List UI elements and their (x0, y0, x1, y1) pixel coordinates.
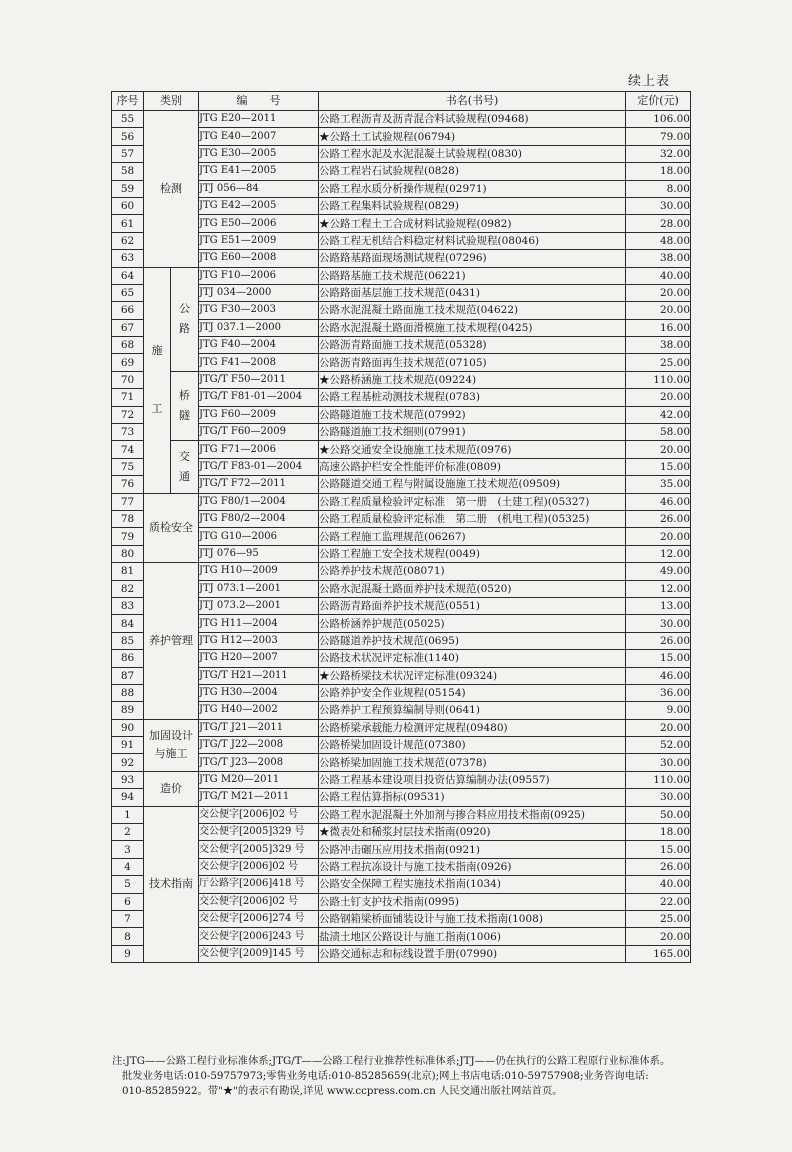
row-number: 80 (112, 545, 144, 562)
book-title: 公路工程无机结合料稳定材料试验规程(08046) (319, 232, 626, 249)
table-row (112, 876, 691, 893)
book-price: 20.00 (626, 284, 691, 301)
book-price: 16.00 (626, 319, 691, 336)
book-price: 12.00 (626, 545, 691, 562)
standard-code: JTG F10—2006 (199, 267, 319, 284)
book-title: ★公路桥涵施工技术规范(09224) (319, 371, 626, 388)
book-title: 公路桥梁加固设计规范(07380) (319, 737, 626, 754)
category-jiagu (144, 719, 199, 771)
book-title: 公路桥梁承载能力检测评定规程(09480) (319, 719, 626, 736)
book-price: 26.00 (626, 632, 691, 649)
standard-code: JTJ 034—2000 (199, 284, 319, 301)
table-row (112, 510, 691, 527)
category-jiagu-label: 加固设计与施工 (149, 729, 193, 761)
book-title: 公路隧道养护技术规范(0695) (319, 632, 626, 649)
category-zhijian (144, 493, 199, 563)
book-title: 公路路面基层施工技术规范(0431) (319, 284, 626, 301)
row-number: 8 (112, 928, 144, 945)
book-title: 公路隧道施工技术细则(07991) (319, 424, 626, 441)
row-number: 72 (112, 406, 144, 423)
row-number: 91 (112, 737, 144, 754)
row-number: 79 (112, 528, 144, 545)
row-number: 71 (112, 389, 144, 406)
table-row (112, 128, 691, 145)
category-zaojia (144, 771, 199, 806)
standard-code: JTG/T F81-01—2004 (199, 389, 319, 406)
table-row (112, 284, 691, 301)
book-price: 12.00 (626, 580, 691, 597)
table-row (112, 824, 691, 841)
header-code: 编 号 (199, 92, 319, 111)
table-row (112, 719, 691, 736)
table-row (112, 928, 691, 945)
table-row (112, 354, 691, 371)
standard-code: JTG/T F72—2011 (199, 476, 319, 493)
book-title: 公路沥青路面再生技术规范(07105) (319, 354, 626, 371)
standard-code: JTG/T F83-01—2004 (199, 458, 319, 475)
category-zaojia-label: 造价 (160, 781, 182, 795)
table-row (112, 250, 691, 267)
standard-code: JTG E60—2008 (199, 250, 319, 267)
row-number: 9 (112, 945, 144, 962)
row-number: 82 (112, 580, 144, 597)
footnote-line: 注:JTG——公路工程行业标准体系;JTG/T——公路工程行业推荐性标准体系;JTJ——仍在执行的公路工程原行业标准体系。 (112, 1055, 671, 1067)
row-number: 76 (112, 476, 144, 493)
book-price: 165.00 (626, 945, 691, 962)
standard-code: JTJ 076—95 (199, 545, 319, 562)
row-number: 86 (112, 650, 144, 667)
book-price: 18.00 (626, 824, 691, 841)
standard-code: 厅公路字[2006]418 号 (199, 876, 319, 893)
book-title: 公路工程抗冻设计与施工技术指南(0926) (319, 858, 626, 875)
table-row (112, 389, 691, 406)
book-price: 49.00 (626, 563, 691, 580)
book-title: 公路钢箱梁桥面铺装设计与施工技术指南(1008) (319, 910, 626, 927)
standard-code: 交公便字[2005]329 号 (199, 824, 319, 841)
table-row (112, 632, 691, 649)
table-row (112, 702, 691, 719)
standard-code: 交公便字[2005]329 号 (199, 841, 319, 858)
row-number: 85 (112, 632, 144, 649)
row-number: 87 (112, 667, 144, 684)
book-title: 公路工程质量检验评定标准 第一册 (土建工程)(05327) (319, 493, 626, 510)
book-title: 公路工程估算指标(09531) (319, 789, 626, 806)
book-price: 28.00 (626, 215, 691, 232)
book-price: 25.00 (626, 354, 691, 371)
book-price: 35.00 (626, 476, 691, 493)
table-body (112, 111, 691, 963)
standard-code: JTG F80/2—2004 (199, 510, 319, 527)
table-row (112, 597, 691, 614)
subcategory-gonglu-label: 公路 (179, 302, 190, 336)
header-row (112, 92, 691, 111)
table-row (112, 945, 691, 962)
book-price: 13.00 (626, 597, 691, 614)
table-row (112, 406, 691, 423)
table-row (112, 319, 691, 336)
row-number: 73 (112, 424, 144, 441)
standard-code: JTG F40—2004 (199, 337, 319, 354)
row-number: 7 (112, 910, 144, 927)
book-price: 40.00 (626, 876, 691, 893)
standard-code: JTJ 056—84 (199, 180, 319, 197)
category-jiance-label: 检测 (160, 181, 182, 195)
book-title: 公路养护工程预算编制导则(0641) (319, 702, 626, 719)
row-number: 83 (112, 597, 144, 614)
table-row (112, 771, 691, 788)
book-price: 32.00 (626, 145, 691, 162)
standard-code: 交公便字[2006]02 号 (199, 893, 319, 910)
book-title: 公路桥涵养护规范(05025) (319, 615, 626, 632)
subcategory-jiaotong-label: 交通 (179, 450, 190, 483)
subcategory-jiaotong (171, 441, 199, 493)
table-row (112, 441, 691, 458)
book-price: 8.00 (626, 180, 691, 197)
book-title: ★微表处和稀浆封层技术指南(0920) (319, 824, 626, 841)
standard-code: JTG E42—2005 (199, 197, 319, 214)
category-jishu (144, 806, 199, 963)
book-price: 30.00 (626, 754, 691, 771)
book-price: 30.00 (626, 789, 691, 806)
book-title: 公路工程施工监理规范(06267) (319, 528, 626, 545)
book-price: 110.00 (626, 371, 691, 388)
table-row (112, 458, 691, 475)
footnote-line: 010-85285922。带"★"的表示有勘误,详见 www.ccpress.com.cn 人民交通出版社网站首页。 (122, 1085, 563, 1097)
book-title: 公路工程基本建设项目投资估算编制办法(09557) (319, 771, 626, 788)
book-price: 52.00 (626, 737, 691, 754)
table-row (112, 893, 691, 910)
table-row (112, 215, 691, 232)
standard-code: JTG H11—2004 (199, 615, 319, 632)
book-title: 公路工程质量检验评定标准 第二册 (机电工程)(05325) (319, 510, 626, 527)
book-title: 公路桥梁加固施工技术规范(07378) (319, 754, 626, 771)
book-price: 20.00 (626, 528, 691, 545)
standard-code: JTG/T J22—2008 (199, 737, 319, 754)
row-number: 4 (112, 858, 144, 875)
book-title: 公路土钉支护技术指南(0995) (319, 893, 626, 910)
standard-code: JTJ 073.1—2001 (199, 580, 319, 597)
table-row (112, 337, 691, 354)
row-number: 94 (112, 789, 144, 806)
book-price: 40.00 (626, 267, 691, 284)
table-row (112, 858, 691, 875)
book-price: 30.00 (626, 615, 691, 632)
table-row (112, 197, 691, 214)
standard-code: JTG F41—2008 (199, 354, 319, 371)
header-no: 序号 (112, 92, 144, 111)
book-price: 22.00 (626, 893, 691, 910)
book-price: 42.00 (626, 406, 691, 423)
book-title: 公路隧道施工技术规范(07992) (319, 406, 626, 423)
book-price: 20.00 (626, 389, 691, 406)
row-number: 78 (112, 510, 144, 527)
book-title: 公路水泥混凝土路面施工技术规范(04622) (319, 302, 626, 319)
row-number: 64 (112, 267, 144, 284)
book-title: 公路水泥混凝土路面养护技术规范(0520) (319, 580, 626, 597)
row-number: 90 (112, 719, 144, 736)
standard-code: 交公便字[2006]02 号 (199, 858, 319, 875)
book-price: 50.00 (626, 806, 691, 823)
book-price: 110.00 (626, 771, 691, 788)
book-price: 38.00 (626, 250, 691, 267)
book-title: 公路沥青路面施工技术规范(05328) (319, 337, 626, 354)
book-price: 9.00 (626, 702, 691, 719)
book-title: 公路工程岩石试验规程(0828) (319, 163, 626, 180)
book-title: 公路路基施工技术规范(06221) (319, 267, 626, 284)
row-number: 70 (112, 371, 144, 388)
standard-code: JTG F60—2009 (199, 406, 319, 423)
table-row (112, 545, 691, 562)
category-shigong (144, 267, 171, 493)
table-row (112, 145, 691, 162)
table-row (112, 232, 691, 249)
book-price: 79.00 (626, 128, 691, 145)
row-number: 1 (112, 806, 144, 823)
book-price: 38.00 (626, 337, 691, 354)
book-title: 公路隧道交通工程与附属设施施工技术规范(09509) (319, 476, 626, 493)
standard-code: JTG E51—2009 (199, 232, 319, 249)
book-price: 36.00 (626, 684, 691, 701)
book-title: 公路工程沥青及沥青混合料试验规程(09468) (319, 111, 626, 128)
table-row (112, 910, 691, 927)
category-jishu-label: 技术指南 (149, 877, 193, 891)
row-number: 62 (112, 232, 144, 249)
row-number: 88 (112, 684, 144, 701)
row-number: 59 (112, 180, 144, 197)
standard-code: JTG F71—2006 (199, 441, 319, 458)
category-shigong-label: 施工 (151, 344, 163, 416)
standard-code: JTG/T J23—2008 (199, 754, 319, 771)
table-row (112, 580, 691, 597)
book-title: 公路沥青路面养护技术规范(0551) (319, 597, 626, 614)
standard-code: JTG H40—2002 (199, 702, 319, 719)
row-number: 89 (112, 702, 144, 719)
subcategory-qiaosui-label: 桥隧 (179, 389, 190, 423)
book-title: 公路工程水泥混凝土外加剂与掺合料应用技术指南(0925) (319, 806, 626, 823)
row-number: 58 (112, 163, 144, 180)
standard-code: JTJ 073.2—2001 (199, 597, 319, 614)
standard-code: JTG G10—2006 (199, 528, 319, 545)
book-title: 公路养护安全作业规程(05154) (319, 684, 626, 701)
standard-code: JTG H30—2004 (199, 684, 319, 701)
book-title: 公路技术状况评定标准(1140) (319, 650, 626, 667)
standard-code: 交公便字[2006]274 号 (199, 910, 319, 927)
table-row (112, 302, 691, 319)
book-title: 公路工程集料试验规程(0829) (319, 197, 626, 214)
row-number: 77 (112, 493, 144, 510)
book-price: 20.00 (626, 441, 691, 458)
standard-code: JTG H20—2007 (199, 650, 319, 667)
row-number: 61 (112, 215, 144, 232)
row-number: 65 (112, 284, 144, 301)
footnote (112, 1054, 712, 1099)
row-number: 2 (112, 824, 144, 841)
book-title: 公路工程基桩动测技术规程(0783) (319, 389, 626, 406)
book-price: 20.00 (626, 719, 691, 736)
header-title: 书名(书号) (319, 92, 626, 111)
row-number: 56 (112, 128, 144, 145)
table-row (112, 650, 691, 667)
book-price: 46.00 (626, 493, 691, 510)
book-title: 盐渍土地区公路设计与施工指南(1006) (319, 928, 626, 945)
book-price: 15.00 (626, 650, 691, 667)
row-number: 66 (112, 302, 144, 319)
standard-code: JTG M20—2011 (199, 771, 319, 788)
standard-code: 交公便字[2006]243 号 (199, 928, 319, 945)
book-price: 20.00 (626, 302, 691, 319)
standard-code: JTG E30—2005 (199, 145, 319, 162)
table-row (112, 180, 691, 197)
table-row (112, 111, 691, 128)
standard-code: JTG/T J21—2011 (199, 719, 319, 736)
table-row (112, 493, 691, 510)
book-title: 公路冲击碾压应用技术指南(0921) (319, 841, 626, 858)
row-number: 6 (112, 893, 144, 910)
table-row (112, 841, 691, 858)
standard-code: 交公便字[2006]02 号 (199, 806, 319, 823)
standard-code: JTG/T F60—2009 (199, 424, 319, 441)
row-number: 81 (112, 563, 144, 580)
continued-label: 续上表 (628, 74, 671, 89)
row-number: 74 (112, 441, 144, 458)
row-number: 75 (112, 458, 144, 475)
book-title: 公路工程施工安全技术规程(0049) (319, 545, 626, 562)
category-yanghu-label: 养护管理 (149, 633, 193, 647)
standard-code: JTG/T M21—2011 (199, 789, 319, 806)
row-number: 67 (112, 319, 144, 336)
row-number: 60 (112, 197, 144, 214)
header-price: 定价(元) (626, 92, 691, 111)
book-price: 15.00 (626, 458, 691, 475)
table-row (112, 615, 691, 632)
book-price: 30.00 (626, 197, 691, 214)
standard-code: JTG/T F50—2011 (199, 371, 319, 388)
book-title: ★公路工程土工合成材料试验规程(0982) (319, 215, 626, 232)
table-row (112, 789, 691, 806)
book-title: 公路水泥混凝土路面滑模施工技术规程(0425) (319, 319, 626, 336)
book-price: 18.00 (626, 163, 691, 180)
standard-code: JTG F30—2003 (199, 302, 319, 319)
book-title: 公路工程水泥及水泥混凝土试验规程(0830) (319, 145, 626, 162)
subcategory-gonglu (171, 267, 199, 371)
subcategory-qiaosui (171, 371, 199, 441)
table-row (112, 267, 691, 284)
book-price: 48.00 (626, 232, 691, 249)
table-row (112, 754, 691, 771)
table-row (112, 806, 691, 823)
book-price: 25.00 (626, 910, 691, 927)
book-price: 46.00 (626, 667, 691, 684)
header-category: 类别 (144, 92, 199, 111)
book-title: 公路养护技术规范(08071) (319, 563, 626, 580)
row-number: 92 (112, 754, 144, 771)
category-yanghu (144, 563, 199, 720)
row-number: 68 (112, 337, 144, 354)
book-price: 26.00 (626, 858, 691, 875)
row-number: 84 (112, 615, 144, 632)
table-row (112, 737, 691, 754)
book-title: ★公路交通安全设施施工技术规范(0976) (319, 441, 626, 458)
row-number: 57 (112, 145, 144, 162)
standard-code: JTG/T H21—2011 (199, 667, 319, 684)
table-row (112, 163, 691, 180)
book-price: 106.00 (626, 111, 691, 128)
book-catalog-table (111, 91, 691, 963)
standard-code: JTG H12—2003 (199, 632, 319, 649)
book-title: 公路路基路面现场测试规程(07296) (319, 250, 626, 267)
table-row (112, 476, 691, 493)
table-row (112, 667, 691, 684)
table-row (112, 528, 691, 545)
row-number: 63 (112, 250, 144, 267)
table-row (112, 371, 691, 388)
book-title: 公路工程水质分析操作规程(02971) (319, 180, 626, 197)
book-title: 公路安全保障工程实施技术指南(1034) (319, 876, 626, 893)
book-title: ★公路土工试验规程(06794) (319, 128, 626, 145)
standard-code: JTJ 037.1—2000 (199, 319, 319, 336)
row-number: 69 (112, 354, 144, 371)
table-row (112, 563, 691, 580)
row-number: 3 (112, 841, 144, 858)
book-price: 20.00 (626, 928, 691, 945)
standard-code: JTG E40—2007 (199, 128, 319, 145)
book-price: 26.00 (626, 510, 691, 527)
book-price: 58.00 (626, 424, 691, 441)
book-title: 公路交通标志和标线设置手册(07990) (319, 945, 626, 962)
standard-code: JTG E50—2006 (199, 215, 319, 232)
standard-code: JTG F80/1—2004 (199, 493, 319, 510)
standard-code: JTG E41—2005 (199, 163, 319, 180)
footnote-line: 批发业务电话:010-59757973;零售业务电话:010-85285659(北京);网上书店电话:010-59757908;业务咨询电话: (122, 1070, 649, 1082)
table-row (112, 424, 691, 441)
row-number: 5 (112, 876, 144, 893)
standard-code: 交公便字[2009]145 号 (199, 945, 319, 962)
book-title: 高速公路护栏安全性能评价标准(0809) (319, 458, 626, 475)
row-number: 93 (112, 771, 144, 788)
book-price: 15.00 (626, 841, 691, 858)
standard-code: JTG H10—2009 (199, 563, 319, 580)
category-zhijian-label: 质检安全 (149, 520, 193, 534)
category-jiance (144, 111, 199, 268)
standard-code: JTG E20—2011 (199, 111, 319, 128)
table-row (112, 684, 691, 701)
row-number: 55 (112, 111, 144, 128)
book-title: ★公路桥梁技术状况评定标准(09324) (319, 667, 626, 684)
